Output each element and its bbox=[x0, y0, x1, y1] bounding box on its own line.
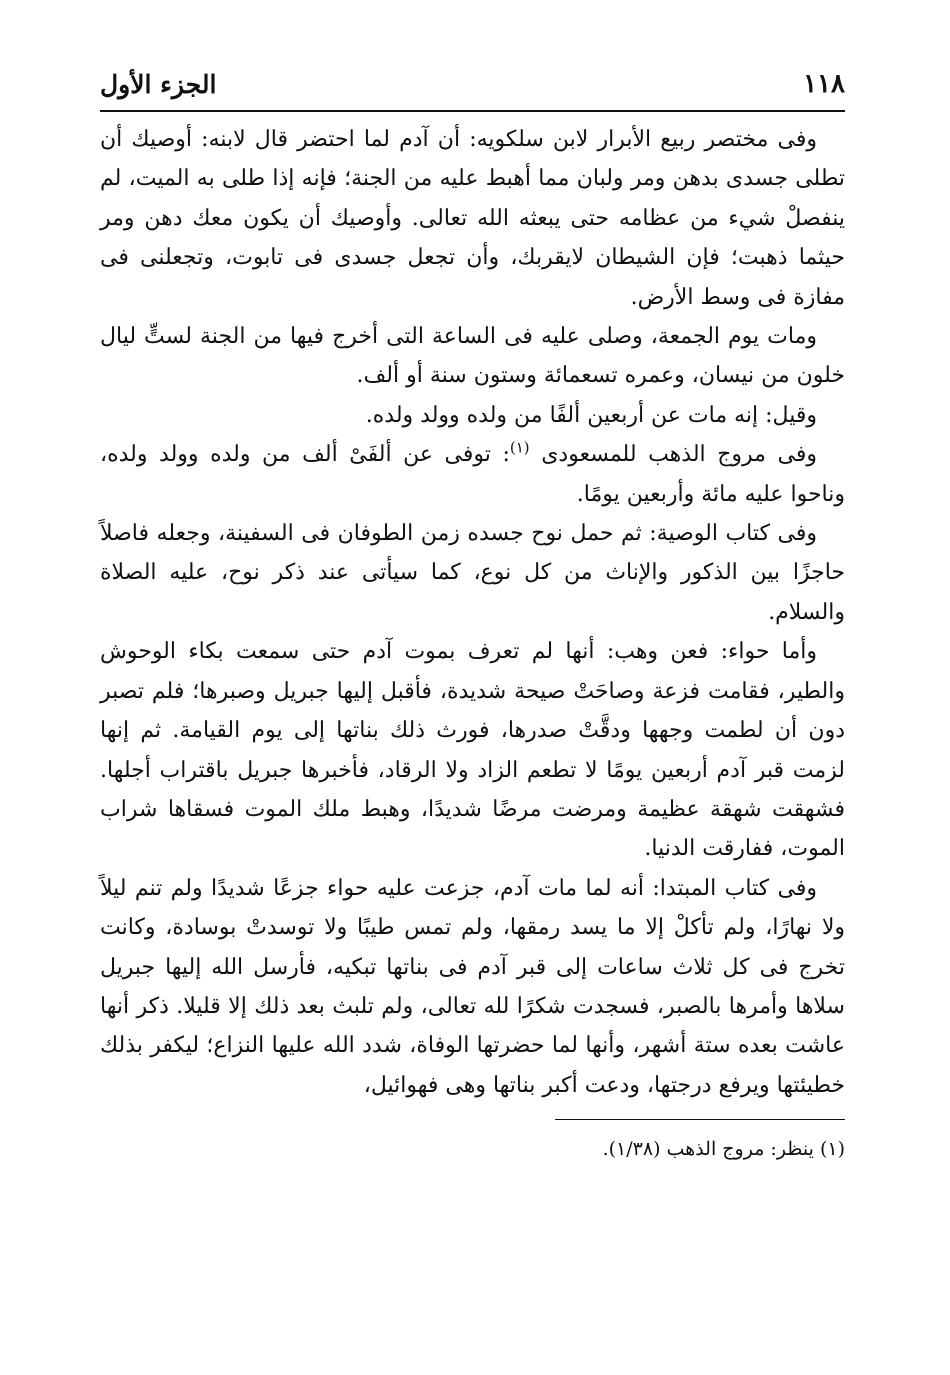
paragraph: ومات يوم الجمعة، وصلى عليه فى الساعة التى أخرج فيها من الجنة لستٍّ ليال خلون من نيسان، وعمره تسعمائة وستون سنة أو ألف. bbox=[100, 324, 845, 389]
paragraph-text: : توفى عن ألفَىْ ألف من ولده وولد ولده، وناحوا عليه مائة وأربعين يومًا. bbox=[100, 442, 845, 507]
paragraph: وأما حواء: فعن وهب: أنها لم تعرف بموت آدم حتى سمعت بكاء الوحوش والطير، فقامت فزعة وصاحَتْ صيحة شديدة، فأقبل إليها جبريل وصبرها؛ فلم تصبر دون أن لطمت وجهها ودقَّتْ صدرها، فورث ذلك بناتها إلى يوم القيامة. ثم إنها لزمت قبر آدم أربعين يومًا لا تطعم الزاد ولا الرقاد، فأخبرها جبريل باقتراب أجلها. فشهقت شهقة عظيمة ومرضت مرضًا شديدًا، وهبط ملك الموت فسقاها شراب الموت، ففارقت الدنيا. bbox=[100, 639, 845, 862]
paragraph bbox=[100, 435, 845, 514]
book-page bbox=[100, 58, 845, 1164]
running-title: الجزء الأول bbox=[100, 69, 217, 99]
footnote: (١) ينظر: مروج الذهب (١/٣٨). bbox=[602, 1138, 845, 1161]
footnote-divider bbox=[555, 1119, 845, 1120]
paragraph: وفى كتاب المبتدا: أنه لما مات آدم، جزعت عليه حواء جزعًا شديدًا ولم تنم ليلاً ولا نهارًا، ولم تأكلْ إلا ما يسد رمقها، ولم تمس طيبًا ولا توسدتْ بوسادة، وكانت تخرج فى كل ثلاث ساعات إلى قبر آدم فى بناتها تبكيه، فأرسل الله إليها جبريل سلاها وأمرها بالصبر، فسجدت شكرًا لله تعالى، ولم تلبث بعد ذلك إلا قليلا. ذكر أنها عاشت بعده ستة أشهر، وأنها لما حضرتها الوفاة، شدد الله عليها النزاع؛ ليكفر بذلك خطيئتها ويرفع درجتها، ودعت أكبر بناتها وهى فهوائيل، bbox=[100, 875, 845, 1098]
page-header bbox=[100, 58, 845, 112]
paragraph: وفى مختصر ربيع الأبرار لابن سلكويه: أن آدم لما احتضر قال لابنه: أوصيك أن تطلى جسدى بدهن ومر ولبان مما أهبط عليه من الجنة؛ فإنه إذا طلى به الميت، لم ينفصلْ شيء من عظامه حتى يبعثه الله تعالى. وأوصيك أن يكون معك دهن ومر حيثما ذهبت؛ فإن الشيطان لايقربك، وأن تجعل جسدى فى تابوت، وتجعلنى فى مفازة فى وسط الأرض. bbox=[100, 127, 845, 310]
paragraph: وقيل: إنه مات عن أربعين ألفًا من ولده وولد ولده. bbox=[365, 402, 817, 428]
paragraph-text: وفى مروج الذهب للمسعودى bbox=[541, 442, 817, 468]
footnote-marker: (١) bbox=[509, 438, 530, 457]
paragraph: وفى كتاب الوصية: ثم حمل نوح جسده زمن الطوفان فى السفينة، وجعله فاصلاً حاجزًا بين الذكور والإناث من كل نوع، كما سيأتى عند ذكر نوح، عليه الصلاة والسلام. bbox=[100, 521, 845, 625]
page-number: ١١٨ bbox=[803, 69, 845, 99]
body-text bbox=[100, 120, 845, 1105]
